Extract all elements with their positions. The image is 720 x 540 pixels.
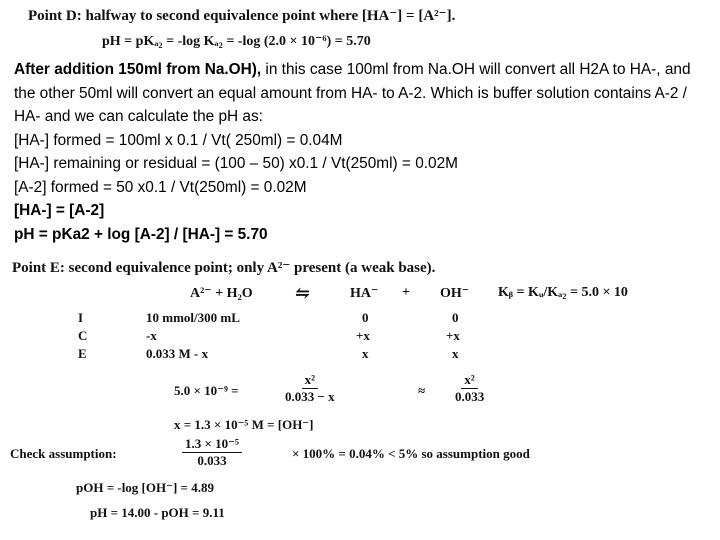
ice-value: 0.033 M - x	[146, 346, 209, 361]
ice-value: +x	[356, 328, 370, 343]
ice-value: 10 mmol/300 mL	[146, 310, 240, 325]
explanation-intro	[14, 58, 710, 129]
explanation-line-2: [HA-] remaining or residual = (100 – 50) x0.1 / Vt(250ml) = 0.02M	[14, 155, 458, 172]
ice-label: E	[78, 346, 87, 361]
fraction-denominator: 0.033	[455, 389, 485, 404]
explanation-line-5: pH = pKa2 + log [A-2] / [HA-] = 5.70	[14, 225, 268, 243]
ice-value: +x	[446, 328, 460, 343]
ice-value: 0	[362, 310, 369, 325]
ice-value: x	[362, 346, 369, 361]
check-assumption-label: Check assumption:	[10, 446, 117, 461]
x-value: x = 1.3 × 10⁻⁵ M = [OH⁻]	[174, 417, 314, 432]
kb-expression: Kᵦ = Kᵤ/Kₐ₂ = 5.0 × 10	[498, 285, 628, 300]
check-fraction	[182, 436, 242, 469]
ph-equation: pH = 14.00 - pOH = 9.11	[90, 505, 225, 520]
equilibrium-arrow: ⇋	[295, 283, 311, 303]
check-assumption-result: × 100% = 0.04% < 5% so assumption good	[292, 446, 530, 461]
kb-fraction-exact	[282, 372, 338, 405]
fraction-numerator: x²	[302, 372, 318, 389]
kb-equation-lhs: 5.0 × 10⁻⁹ =	[174, 383, 239, 398]
point-d-title: Point D: halfway to second equivalence point where [HA⁻] = [A²⁻].	[28, 8, 456, 24]
ice-value: 0	[452, 310, 459, 325]
explanation-block	[14, 58, 710, 246]
approx-symbol: ≈	[418, 383, 426, 398]
explanation-line-4: [HA-] = [A-2]	[14, 202, 105, 219]
poh-equation: pOH = -log [OH⁻] = 4.89	[76, 480, 214, 495]
fraction-numerator: 1.3 × 10⁻⁵	[182, 436, 242, 453]
ice-value: x	[452, 346, 459, 361]
explanation-intro-bold: After addition 150ml from Na.OH),	[14, 61, 262, 78]
ice-value: -x	[146, 328, 157, 343]
reaction-plus: +	[402, 285, 410, 300]
ice-label: I	[78, 310, 84, 325]
explanation-line-1: [HA-] formed = 100ml x 0.1 / Vt( 250ml) = 0.04M	[14, 131, 343, 149]
point-d-ph-equation: pH = pKₐ₂ = -log Kₐ₂ = -log (2.0 × 10⁻⁶) = 5.70	[102, 34, 371, 49]
kb-fraction-approx	[452, 372, 487, 405]
reaction-product-oh: OH⁻	[440, 286, 470, 301]
fraction-denominator: 0.033 − x	[285, 389, 335, 404]
explanation-intro-rest: in this case 100ml from Na.OH will convert all H2A to HA-, and the other 50ml will convert an equal amount from HA- to A-2. Which is buffer solution contains A-2 / HA- and we can calculate the pH as:	[14, 61, 691, 125]
reaction-reactants: A²⁻ + H₂O	[190, 286, 253, 301]
reaction-product-ha: HA⁻	[350, 286, 379, 301]
fraction-numerator: x²	[461, 372, 477, 389]
explanation-line-3: [A-2] formed = 50 x0.1 / Vt(250ml) = 0.02M	[14, 178, 307, 196]
fraction-denominator: 0.033	[197, 453, 227, 468]
point-e-title: Point E: second equivalence point; only A²⁻ present (a weak base).	[12, 260, 436, 276]
ice-label: C	[78, 328, 88, 343]
